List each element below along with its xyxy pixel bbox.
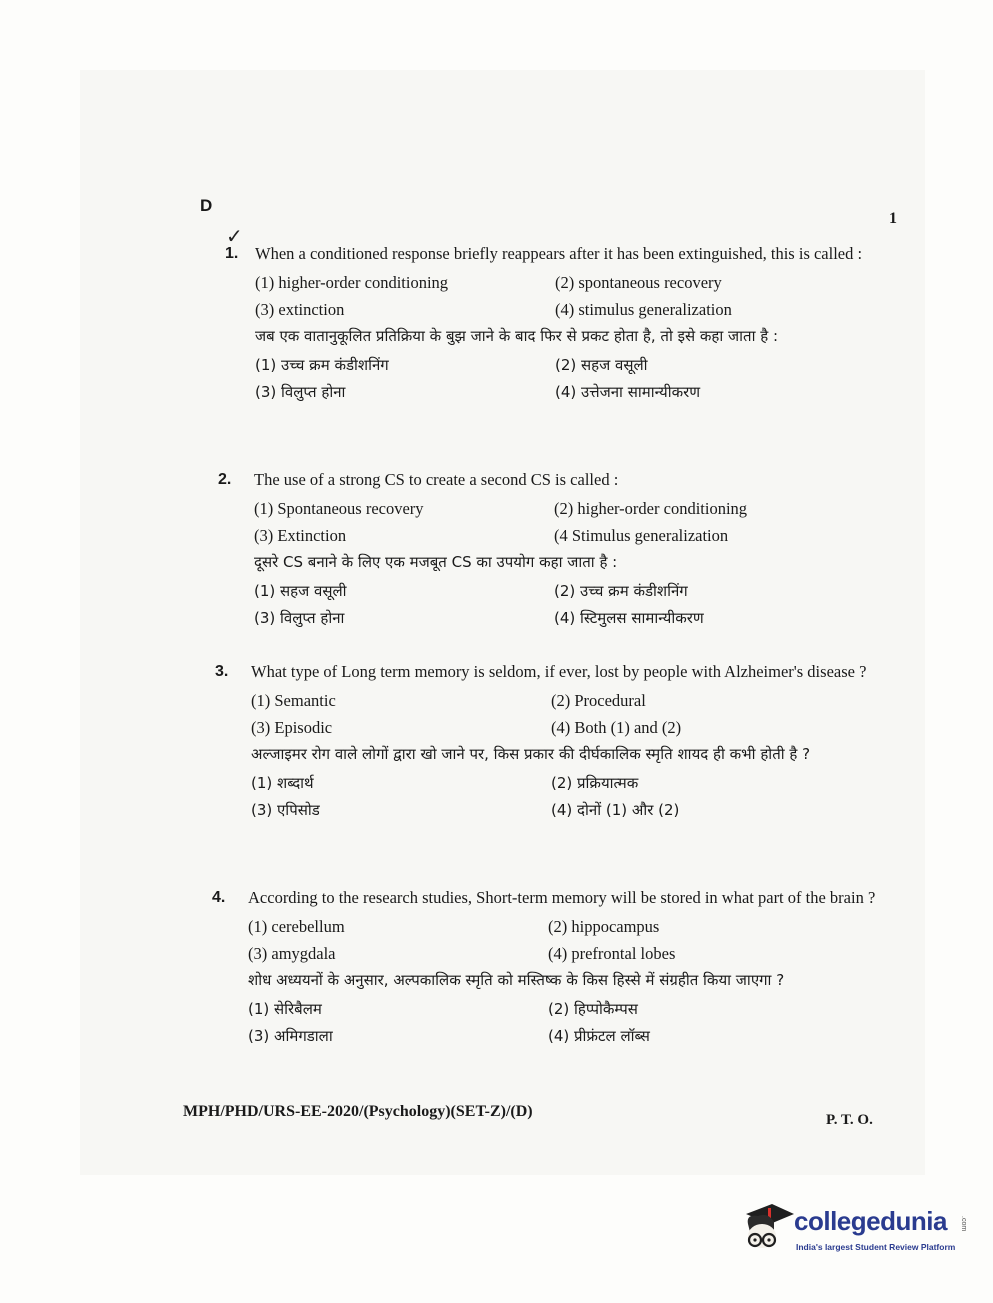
option: (1) शब्दार्थ [251, 774, 314, 792]
option: (4) प्रीफ्रंटल लॉब्स [548, 1027, 650, 1045]
options [251, 689, 887, 739]
options [255, 271, 887, 321]
option: (4) stimulus generalization [555, 300, 732, 319]
option: (3) विलुप्त होना [254, 609, 345, 627]
collegedunia-brand [738, 1196, 968, 1266]
question-text: According to the research studies, Short-term memory will be stored in what part of the brain ? [248, 888, 876, 907]
option: (1) cerebellum [248, 917, 345, 936]
option: (2) spontaneous recovery [555, 273, 722, 292]
question-text-hindi: जब एक वातानुकूलित प्रतिक्रिया के बुझ जाने के बाद फिर से प्रकट होता है, तो इसे कहा जाता है : [255, 327, 779, 345]
page-number: 1 [889, 210, 897, 227]
option: (4) Both (1) and (2) [551, 718, 682, 737]
option: (4) उत्तेजना सामान्यीकरण [555, 383, 701, 401]
please-turn-over: P. T. O. [826, 1112, 873, 1128]
options [254, 497, 890, 547]
option: (1) उच्च क्रम कंडीशनिंग [255, 356, 389, 374]
question-number: 4. [212, 889, 226, 906]
option: (1) higher-order conditioning [255, 273, 449, 292]
option: (1) सेरिबैलम [248, 1000, 322, 1018]
question-text: What type of Long term memory is seldom, if ever, lost by people with Alzheimer's disease ? [251, 662, 867, 681]
options-hindi [255, 354, 887, 404]
option: (4) दोनों (1) और (2) [551, 801, 680, 819]
option: (3) Extinction [254, 526, 347, 545]
brand-suffix: .com [960, 1216, 967, 1232]
brand-name: collegedunia [794, 1206, 947, 1236]
option: (2) सहज वसूली [555, 356, 648, 374]
option: (2) higher-order conditioning [554, 499, 748, 518]
set-letter: D [200, 196, 213, 215]
question-text-hindi: अल्जाइमर रोग वाले लोगों द्वारा खो जाने पर, किस प्रकार की दीर्घकालिक स्मृति शायद ही कभी होती है ? [251, 745, 811, 763]
option: (3) एपिसोड [251, 801, 320, 819]
question-1 [215, 242, 887, 408]
collegedunia-logo-icon [738, 1198, 796, 1258]
options-hindi [248, 998, 884, 1048]
option: (3) Episodic [251, 718, 333, 737]
question-2 [218, 468, 890, 634]
option: (3) amygdala [248, 944, 336, 963]
option: (4) prefrontal lobes [548, 944, 676, 963]
question-text: The use of a strong CS to create a second CS is called : [254, 470, 619, 489]
question-text-hindi: दूसरे CS बनाने के लिए एक मजबूत CS का उपयोग कहा जाता है : [254, 553, 618, 571]
option: (3) विलुप्त होना [255, 383, 346, 401]
option: (1) Semantic [251, 691, 336, 710]
options [248, 915, 884, 965]
option: (2) hippocampus [548, 917, 660, 936]
paper-code: MPH/PHD/URS-EE-2020/(Psychology)(SET-Z)/(D) [183, 1103, 533, 1120]
option: (2) प्रक्रियात्मक [551, 774, 639, 792]
question-text: When a conditioned response briefly reappears after it has been extinguished, this is called : [255, 244, 863, 263]
question-number: 1. [225, 245, 239, 262]
option: (2) हिप्पोकैम्पस [548, 1000, 638, 1018]
option: (3) अमिगडाला [248, 1027, 333, 1045]
option: (2) उच्च क्रम कंडीशनिंग [554, 582, 688, 600]
brand-tagline: India's largest Student Review Platform [796, 1242, 956, 1252]
option: (2) Procedural [551, 691, 646, 710]
option: (4 Stimulus generalization [554, 526, 729, 545]
check-mark-icon: ✓ [226, 224, 243, 248]
question-number: 3. [215, 663, 229, 680]
question-3 [215, 660, 887, 826]
options-hindi [251, 772, 887, 822]
option: (3) extinction [255, 300, 345, 319]
question-4 [212, 886, 884, 1052]
option: (4) स्टिमुलस सामान्यीकरण [554, 609, 704, 627]
question-text-hindi: शोध अध्ययनों के अनुसार, अल्पकालिक स्मृति को मस्तिष्क के किस हिस्से में संग्रहीत किया जाएगा ? [248, 971, 785, 989]
option: (1) सहज वसूली [254, 582, 347, 600]
option: (1) Spontaneous recovery [254, 499, 424, 518]
options-hindi [254, 580, 890, 630]
question-number: 2. [218, 471, 232, 488]
